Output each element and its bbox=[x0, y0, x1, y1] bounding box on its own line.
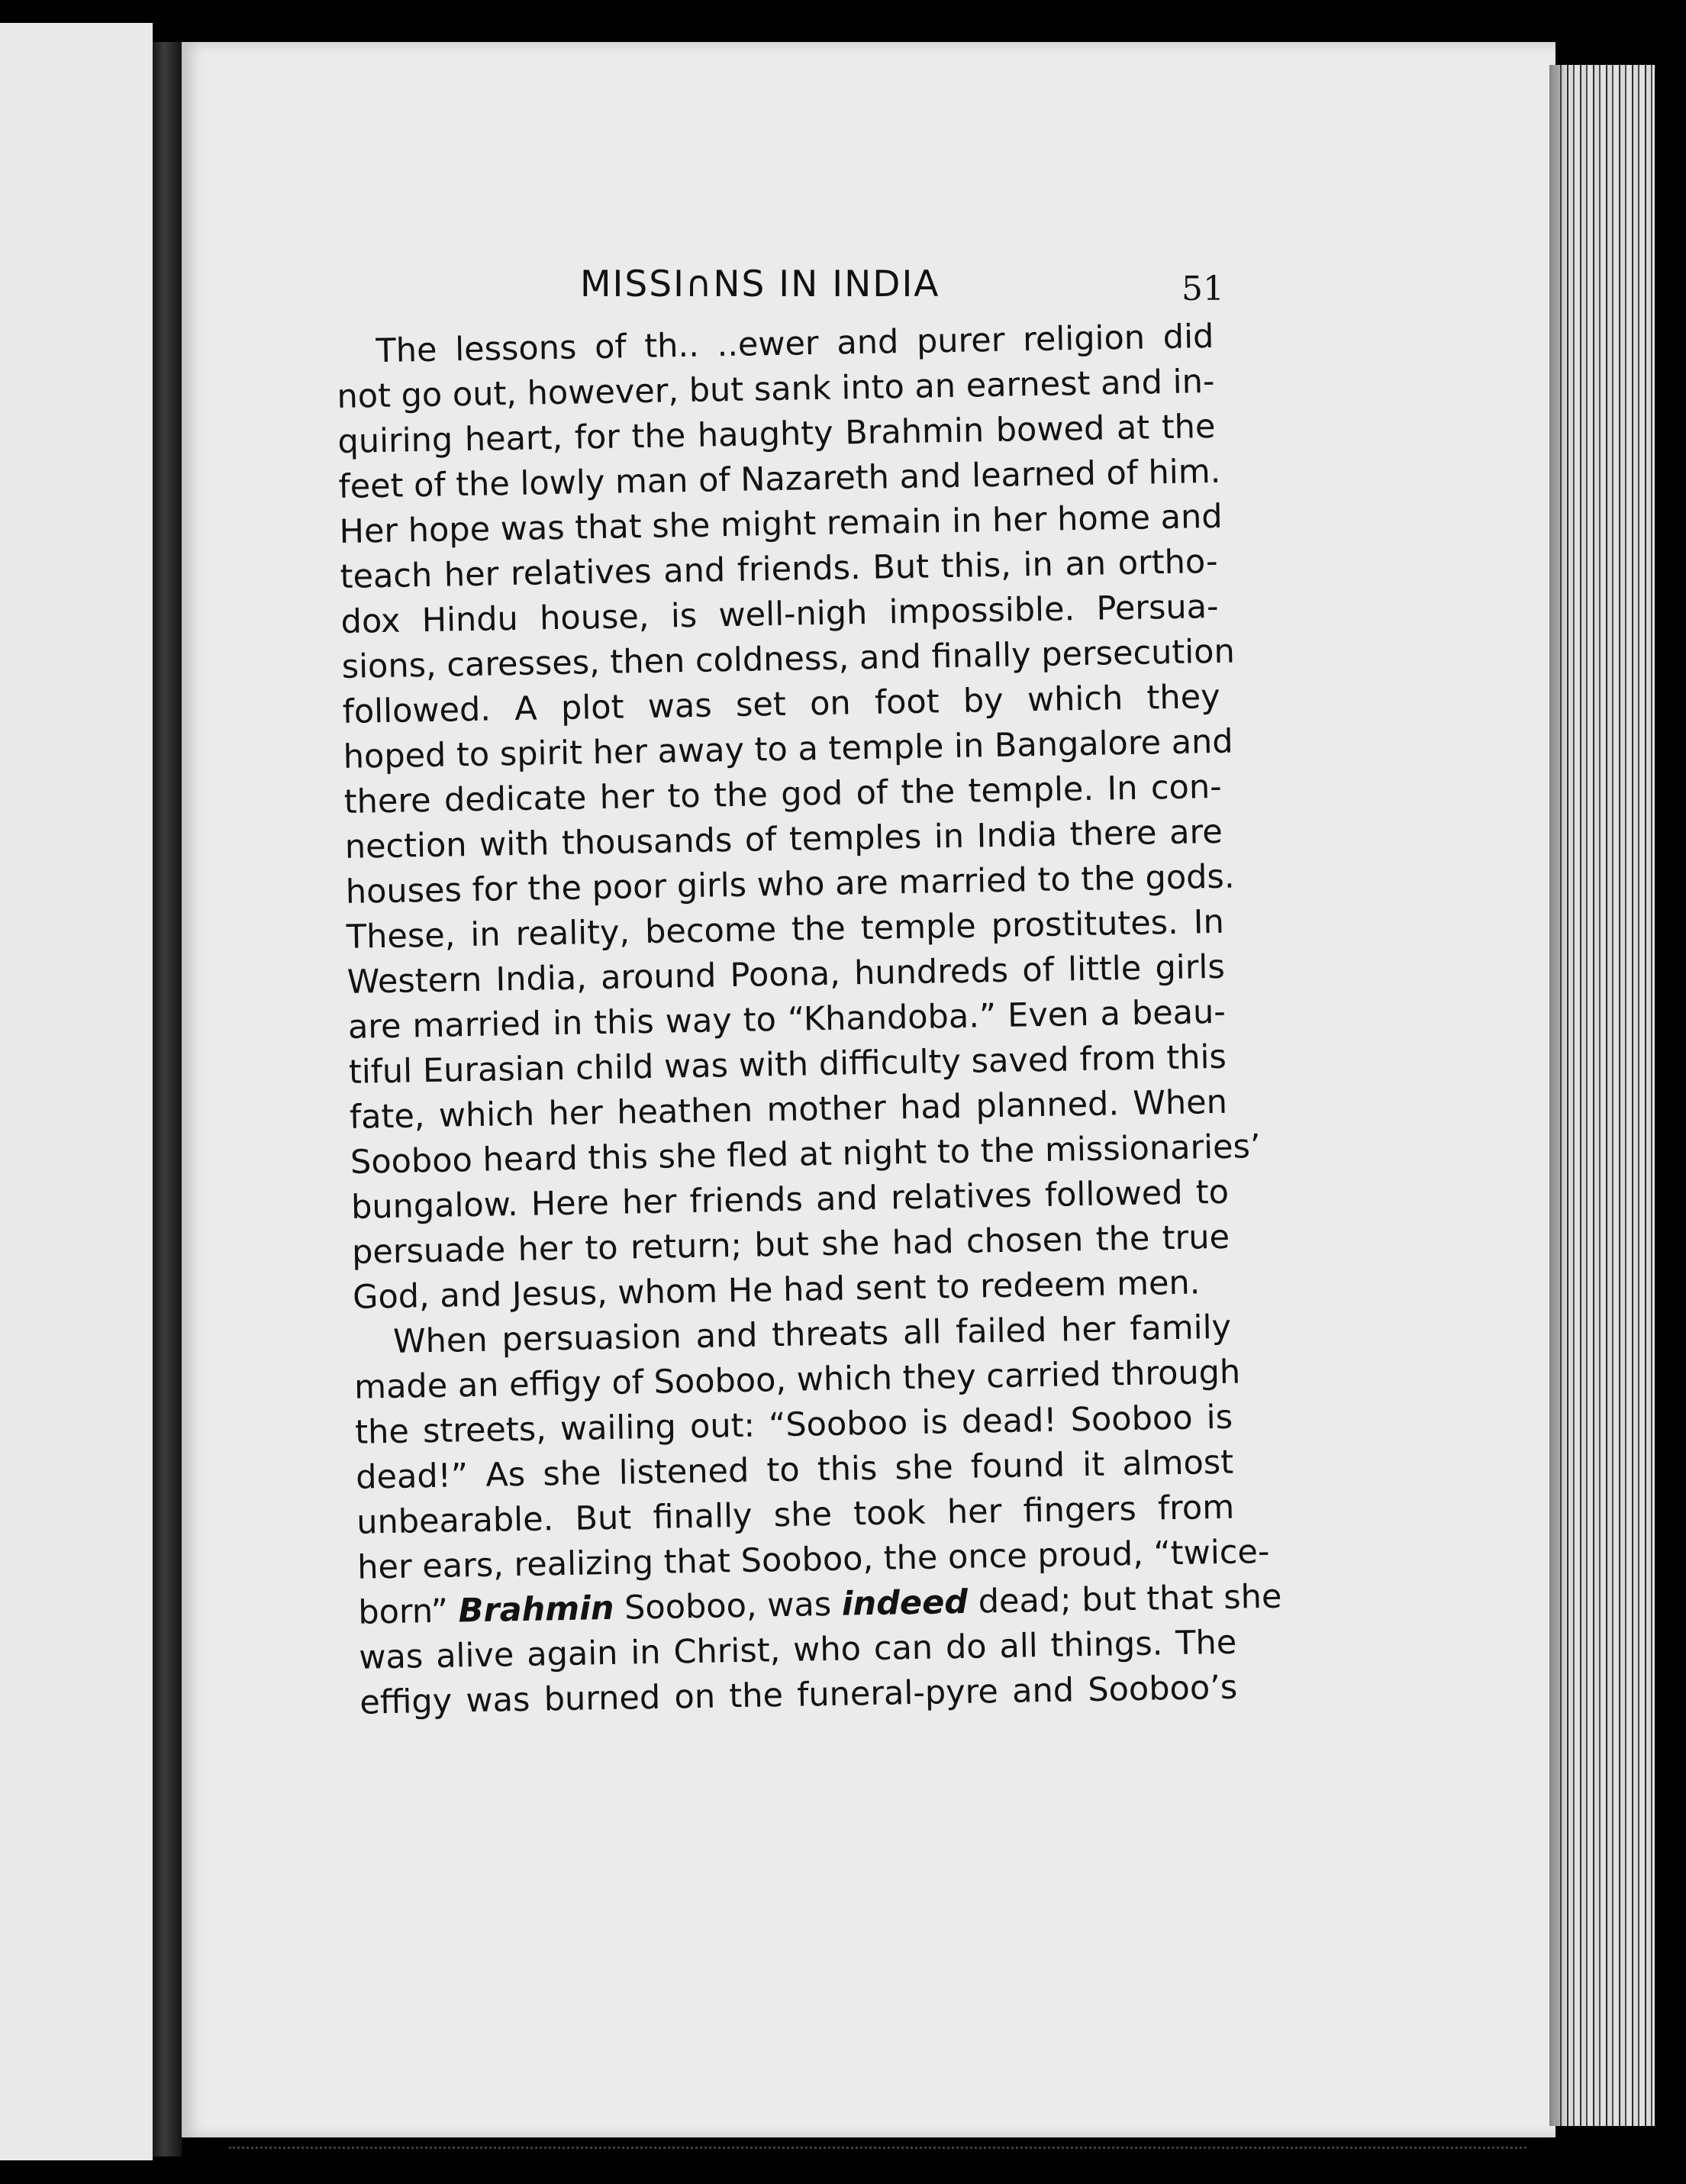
page-header bbox=[336, 263, 1229, 317]
text-line: dead!” As she listened to this she found it almost bbox=[355, 1443, 1234, 1497]
text-line: dox Hindu house, is well-nigh impossible. Persua- bbox=[340, 587, 1219, 641]
text-line: sions, caresses, then coldness, and finally persecution bbox=[341, 632, 1236, 686]
text-line: Sooboo heard this she fled at night to the missionaries’ bbox=[350, 1127, 1262, 1182]
book-gutter bbox=[153, 42, 182, 2157]
text-line: are married in this way to “Khandoba.” Even a beau- bbox=[347, 992, 1227, 1047]
page-number: 51 bbox=[1181, 269, 1224, 308]
text-line: The lessons of th.. ..ewer and purer religion did bbox=[376, 317, 1214, 371]
text-line: bungalow. Here her friends and relatives followed to bbox=[350, 1173, 1230, 1227]
text-line: persuade her to return; but she had chosen the true bbox=[351, 1218, 1230, 1272]
text-line: quiring heart, for the haughty Brahmin bowed at the bbox=[337, 407, 1216, 461]
text-line: teach her relatives and friends. But this, in an ortho- bbox=[340, 542, 1218, 596]
text-line: was alive again in Christ, who can do all things. The bbox=[358, 1623, 1237, 1677]
text-line: followed. A plot was set on foot by which they bbox=[342, 677, 1221, 731]
text-line: tiful Eurasian child was with difficulty saved from this bbox=[348, 1037, 1227, 1092]
text-line: houses for the poor girls who are married to the gods. bbox=[345, 857, 1235, 911]
text-line: effigy was burned on the funeral-pyre and Sooboo’s bbox=[359, 1668, 1238, 1722]
text-line: there dedicate her to the god of the temple. In con- bbox=[343, 767, 1223, 821]
text-line: made an effigy of Sooboo, which they carried through bbox=[353, 1353, 1241, 1407]
bottom-edge-specks bbox=[229, 2147, 1526, 2164]
text-line: not go out, however, but sank into an earnest and in- bbox=[337, 362, 1215, 416]
text-line: hoped to spirit her away to a temple in Bangalore and bbox=[343, 722, 1234, 776]
text-line: God, and Jesus, whom He had sent to redeem men. bbox=[352, 1263, 1201, 1317]
text-line: Western India, around Poona, hundreds of little girls bbox=[347, 947, 1226, 1002]
text-line: feet of the lowly man of Nazareth and learned of him. bbox=[338, 452, 1221, 506]
text-fragment: dead; but that she bbox=[967, 1577, 1282, 1621]
text-line: When persuasion and threats all failed her family bbox=[392, 1308, 1232, 1361]
running-head: MISSI∩NS IN INDIA bbox=[580, 263, 940, 305]
page-fore-edge bbox=[1555, 65, 1655, 2126]
text-line: Her hope was that she might remain in her home and bbox=[339, 497, 1223, 551]
text-line: the streets, wailing out: “Sooboo is dead! Sooboo is bbox=[354, 1398, 1233, 1452]
previous-page-edge bbox=[0, 23, 153, 2160]
text-line: her ears, realizing that Sooboo, the once proud, “twice- bbox=[356, 1532, 1270, 1587]
text-fragment: born” bbox=[357, 1592, 459, 1632]
italic-word: indeed bbox=[841, 1582, 969, 1624]
text-line: fate, which her heathen mother had planned. When bbox=[349, 1082, 1228, 1137]
text-line: These, in reality, become the temple prostitutes. In bbox=[346, 902, 1225, 957]
text-line: nection with thousands of temples in India there are bbox=[344, 812, 1223, 866]
text-fragment: Sooboo, was bbox=[614, 1585, 843, 1628]
body-text bbox=[336, 315, 1282, 1726]
text-line: unbearable. But finally she took her fingers from bbox=[356, 1488, 1235, 1542]
fore-edge-shadow bbox=[1549, 65, 1568, 2126]
italic-word: Brahmin bbox=[458, 1589, 614, 1631]
